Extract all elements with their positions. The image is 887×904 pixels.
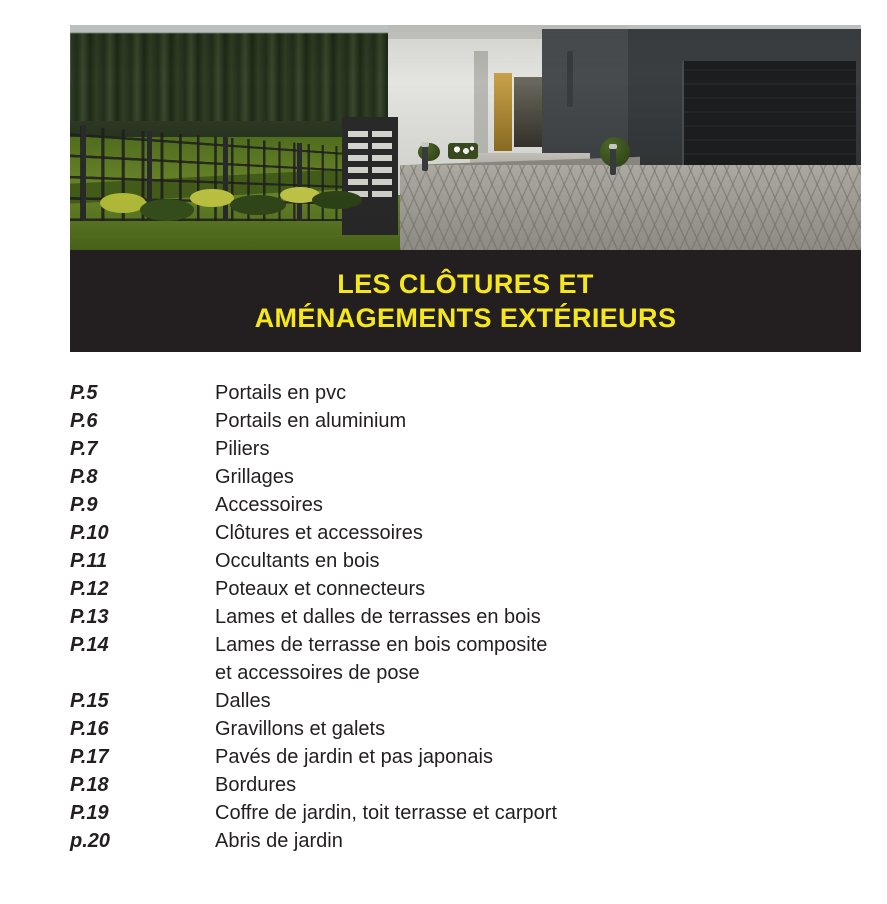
toc-entry[interactable] bbox=[70, 522, 870, 550]
garden-bollard-1 bbox=[422, 145, 428, 171]
toc-entry[interactable] bbox=[70, 718, 870, 746]
toc-entry[interactable] bbox=[70, 634, 870, 662]
toc-page-number: P.11 bbox=[70, 550, 108, 572]
toc-page-number: P.13 bbox=[70, 606, 109, 628]
toc-entry-title: Portails en pvc bbox=[215, 382, 347, 404]
table-of-contents bbox=[70, 382, 870, 858]
toc-entry-title: Abris de jardin bbox=[215, 830, 343, 852]
section-title-line-1: LES CLÔTURES ET bbox=[337, 269, 594, 299]
toc-entry[interactable] bbox=[70, 802, 870, 830]
toc-entry-title: Lames et dalles de terrasses en bois bbox=[215, 606, 541, 628]
toc-entry-title: Grillages bbox=[215, 466, 294, 488]
toc-entry[interactable] bbox=[70, 466, 870, 494]
toc-entry[interactable] bbox=[70, 774, 870, 802]
toc-entry[interactable] bbox=[70, 578, 870, 606]
toc-entry[interactable] bbox=[70, 494, 870, 522]
garden-bollard-2 bbox=[610, 147, 616, 175]
toc-page-number: P.18 bbox=[70, 774, 109, 796]
cobblestone-driveway bbox=[400, 165, 861, 250]
toc-page-number: P.17 bbox=[70, 746, 109, 768]
bush-green-3 bbox=[312, 191, 362, 209]
toc-page-number: P.16 bbox=[70, 718, 109, 740]
toc-entry-title: Dalles bbox=[215, 690, 271, 712]
toc-entry-title: Accessoires bbox=[215, 494, 323, 516]
garage-door bbox=[682, 61, 856, 181]
toc-page-number: P.15 bbox=[70, 690, 109, 712]
toc-page-number: P.14 bbox=[70, 634, 109, 656]
toc-entry-title: Poteaux et connecteurs bbox=[215, 578, 426, 600]
toc-entry-title: Occultants en bois bbox=[215, 550, 380, 572]
garden-bollard-3 bbox=[567, 51, 573, 107]
toc-page-number: P.12 bbox=[70, 578, 109, 600]
toc-entry[interactable] bbox=[70, 606, 870, 634]
entrance-pillar bbox=[474, 51, 488, 155]
section-title-band bbox=[70, 250, 861, 352]
toc-entry-title: Piliers bbox=[215, 438, 270, 460]
bush-green-2 bbox=[230, 195, 286, 215]
toc-entry[interactable] bbox=[70, 438, 870, 466]
toc-page-number: P.19 bbox=[70, 802, 109, 824]
toc-entry-title: Gravillons et galets bbox=[215, 718, 386, 740]
toc-page-number: P.7 bbox=[70, 438, 98, 460]
toc-entry-title-continued: et accessoires de pose bbox=[215, 662, 420, 684]
toc-page-number: p.20 bbox=[70, 830, 111, 852]
garden-bushes bbox=[80, 175, 380, 235]
section-title-line-2: AMÉNAGEMENTS EXTÉRIEURS bbox=[254, 303, 677, 333]
toc-entry-title: Clôtures et accessoires bbox=[215, 522, 423, 544]
toc-page-number: P.9 bbox=[70, 494, 98, 516]
bush-yellow-2 bbox=[190, 189, 234, 207]
toc-entry[interactable] bbox=[70, 382, 870, 410]
toc-entry[interactable] bbox=[70, 410, 870, 438]
toc-page-number: P.10 bbox=[70, 522, 109, 544]
hero-image bbox=[70, 25, 861, 250]
toc-page-number: P.6 bbox=[70, 410, 98, 432]
bush-green-1 bbox=[140, 199, 194, 221]
toc-entry[interactable] bbox=[70, 746, 870, 774]
toc-page-number: P.5 bbox=[70, 382, 98, 404]
toc-entry-title: Portails en aluminium bbox=[215, 410, 407, 432]
toc-entry-continuation bbox=[70, 662, 870, 690]
toc-entry[interactable] bbox=[70, 830, 870, 858]
toc-entry-title: Coffre de jardin, toit terrasse et carport bbox=[215, 802, 558, 824]
toc-entry-title: Lames de terrasse en bois composite bbox=[215, 634, 548, 656]
entrance-door bbox=[494, 73, 512, 151]
hero-illustration bbox=[70, 25, 861, 250]
toc-entry-title: Bordures bbox=[215, 774, 297, 796]
toc-entry-title: Pavés de jardin et pas japonais bbox=[215, 746, 493, 768]
toc-page-number: P.8 bbox=[70, 466, 98, 488]
flower-planter bbox=[448, 143, 478, 159]
toc-entry[interactable] bbox=[70, 550, 870, 578]
toc-entry[interactable] bbox=[70, 690, 870, 718]
